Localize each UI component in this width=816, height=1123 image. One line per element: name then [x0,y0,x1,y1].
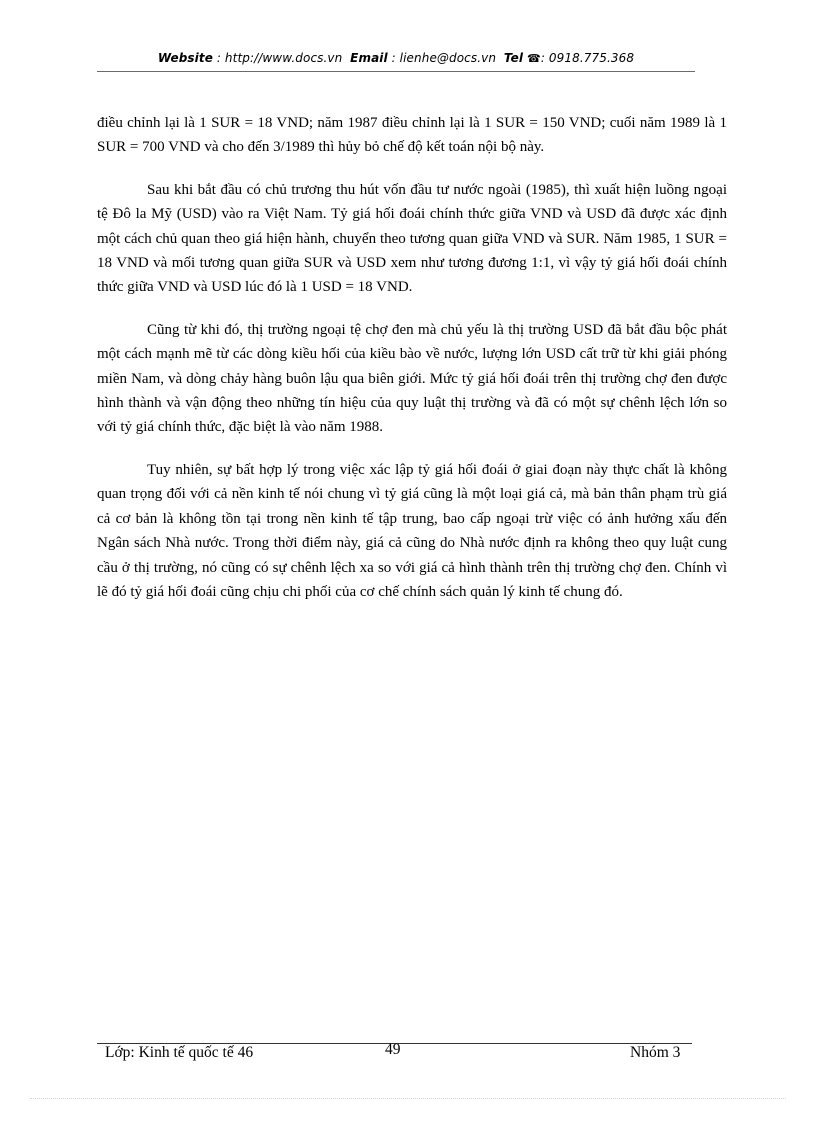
page-header [97,51,695,65]
header-divider [97,71,695,72]
website-label: Website [157,51,213,65]
phone-icon: ☎ [527,52,541,65]
paragraph-3: Cũng từ khi đó, thị trường ngoại tệ chợ đen mà chủ yếu là thị trường USD đã bắt đầu bộc phát một cách mạnh mẽ từ các dòng kiều hối của kiều bào về nước, lượng lớn USD cất trữ từ khi giải phóng miền Nam, và dòng chảy hàng buôn lậu qua biên giới. Mức tỷ giá hối đoái trên thị trường chợ đen được hình thành và vận động theo những tín hiệu của quy luật thị trường và đã có một sự chênh lệch lớn so với tỷ giá chính thức, đặc biệt là vào năm 1988. [97,321,727,436]
paragraph-1: điều chỉnh lại là 1 SUR = 18 VND; năm 1987 điều chỉnh lại là 1 SUR = 150 VND; cuối năm 1989 là 1 SUR = 700 VND và cho đến 3/1989 thì hủy bỏ chế độ kết toán nội bộ này. [97,115,727,156]
website-value: : http://www.docs.vn [216,51,343,65]
footer-class-label: Lớp: Kinh tế quốc tế 46 [105,1044,254,1061]
paragraph-4: Tuy nhiên, sự bất hợp lý trong việc xác lập tỷ giá hối đoái ở giai đoạn này thực chất là không quan trọng đối với cả nền kinh tế nói chung vì tỷ giá cũng là một loại giá cả, mà bản thân phạm trù giá cả cơ bản là không tồn tại trong nền kinh tế tập trung, bao cấp ngoại trừ việc có ảnh hưởng xấu đến Ngân sách Nhà nước. Trong thời điểm này, giá cả cũng do Nhà nước định ra không theo quy luật cung cầu ở thị trường, nó cũng có sự chênh lệch xa so với giá cả hình thành trên thị trường chợ đen. Chính vì lẽ đó tỷ giá hối đoái cũng chịu chi phối của cơ chế chính sách quản lý kinh tế chung đó. [97,461,727,600]
page-number: 49 [385,1041,401,1058]
document-body [97,111,727,622]
tel-value: : 0918.775.368 [540,51,635,65]
tel-label: Tel [503,51,524,65]
email-label: Email [350,51,388,65]
page-edge-dotted-line [30,1098,786,1099]
paragraph-2: Sau khi bắt đầu có chủ trương thu hút vốn đầu tư nước ngoài (1985), thì xuất hiện luồng ngoại tệ Đô la Mỹ (USD) vào ra Việt Nam. Tỷ giá hối đoái chính thức giữa VND và USD đã được xác định một cách chủ quan theo giá hiện hành, chuyển theo tương quan giữa VND và SUR. Năm 1985, 1 SUR = 18 VND và mối tương quan giữa SUR và USD xem như tương đương 1:1, vì vậy tỷ giá hối đoái chính thức giữa VND và USD lúc đó là 1 USD = 18 VND. [97,181,727,296]
email-value: : lienhe@docs.vn [391,51,497,65]
footer-group-label: Nhóm 3 [630,1044,681,1061]
